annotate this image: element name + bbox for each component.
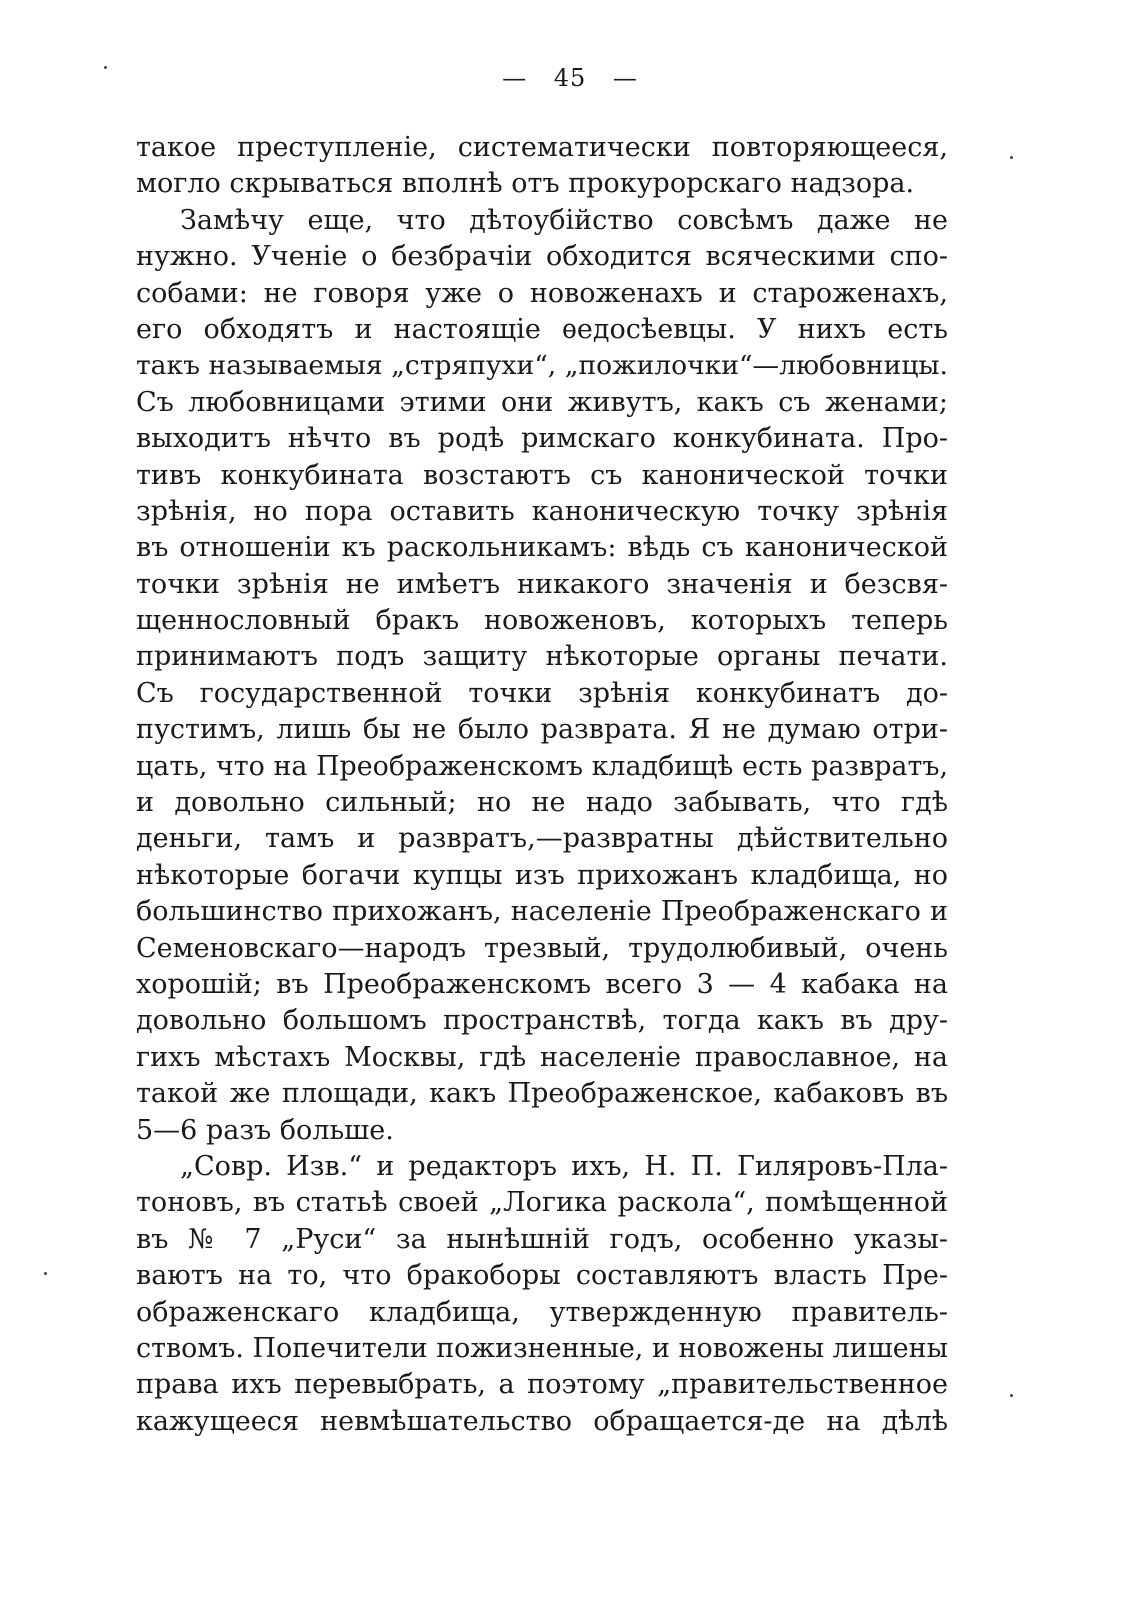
scan-speck	[104, 66, 107, 69]
text-line: Семеновскаго—народъ трезвый, трудолюбивый, очень	[136, 932, 948, 964]
text-line: выходитъ нѣчто въ родѣ римскаго конкубината. Про-	[136, 423, 948, 455]
text-line: его обходятъ и настоящіе ѳедосѣевцы. У нихъ есть	[136, 313, 948, 345]
paragraph-start-line: „Совр. Изв.“ и редакторъ ихъ, Н. П. Гиляровъ-Пла-	[180, 1150, 948, 1182]
text-line: довольно большомъ пространствѣ, тогда какъ въ дру-	[136, 1005, 948, 1037]
text-line: могло скрываться вполнѣ отъ прокурорскаго надзора.	[136, 168, 915, 200]
text-line: ваютъ на то, что бракоборы составляютъ власть Пре-	[136, 1260, 948, 1292]
text-line: ствомъ. Попечители пожизненные, и новожены лишены	[136, 1332, 948, 1364]
text-line: въ отношеніи къ раскольникамъ: вѣдь съ канонической	[136, 532, 948, 564]
text-line: хорошій; въ Преображенскомъ всего 3 — 4 кабака на	[136, 968, 948, 1000]
scan-speck	[1010, 156, 1013, 159]
text-line: такой же площади, какъ Преображенское, кабаковъ въ	[136, 1078, 948, 1110]
scan-speck	[1010, 1394, 1013, 1397]
body-text	[136, 130, 948, 1440]
text-line: тивъ конкубината возстаютъ съ канонической точки	[136, 459, 948, 491]
text-line: гихъ мѣстахъ Москвы, гдѣ населеніе православное, на	[136, 1041, 948, 1073]
text-line: такое преступленіе, систематически повторяющееся,	[136, 132, 948, 163]
paragraph-end-line: 5—6 разъ больше.	[136, 1114, 394, 1146]
page-number: 45	[553, 64, 587, 92]
text-line: точки зрѣнія не имѣетъ никакого значенія и безсвя-	[136, 568, 948, 600]
text-line: деньги, тамъ и развратъ,—развратны дѣйствительно	[136, 823, 948, 855]
text-line: цать, что на Преображенскомъ кладбищѣ есть развратъ,	[136, 750, 948, 782]
text-line: въ № 7 „Руси“ за нынѣшній годъ, особенно указы-	[136, 1223, 948, 1255]
text-line: зрѣнія, но пора оставить каноническую точку зрѣнія	[136, 495, 948, 527]
text-line: большинство прихожанъ, населеніе Преображенскаго и	[136, 896, 948, 928]
header-dash-right: —	[612, 64, 638, 92]
text-line: щеннословный бракъ новоженовъ, которыхъ теперь	[136, 605, 948, 637]
page-header	[0, 64, 1140, 92]
text-line: Съ любовницами этими они живутъ, какъ съ женами;	[136, 386, 948, 418]
paragraph-start-line: Замѣчу еще, что дѣтоубійство совсѣмъ даже не	[180, 204, 948, 236]
text-line: нѣкоторые богачи купцы изъ прихожанъ кладбища, но	[136, 859, 948, 891]
text-line: пустимъ, лишь бы не было разврата. Я не думаю отри-	[136, 714, 948, 746]
text-line: такъ называемыя „стряпухи“, „пожилочки“—любовницы.	[136, 350, 948, 382]
text-line: принимаютъ подъ защиту нѣкоторые органы печати.	[136, 641, 948, 673]
text-line: права ихъ перевыбрать, а поэтому „правительственное	[136, 1369, 948, 1401]
text-line: собами: не говоря уже о новоженахъ и староженахъ,	[136, 277, 948, 309]
header-dash-left: —	[502, 64, 528, 92]
text-line: кажущееся невмѣшательство обращается-де на дѣлѣ	[136, 1405, 948, 1437]
text-line: Съ государственной точки зрѣнія конкубинатъ до-	[136, 677, 948, 709]
text-line: нужно. Ученіе о безбрачіи обходится всяческими спо-	[136, 241, 948, 273]
scan-speck	[44, 1272, 47, 1275]
text-line: тоновъ, въ статьѣ своей „Логика раскола“, помѣщенной	[136, 1187, 948, 1219]
text-line: и довольно сильный; но не надо забывать, что гдѣ	[136, 787, 948, 819]
text-line: ображенскаго кладбища, утвержденную правитель-	[136, 1296, 948, 1328]
